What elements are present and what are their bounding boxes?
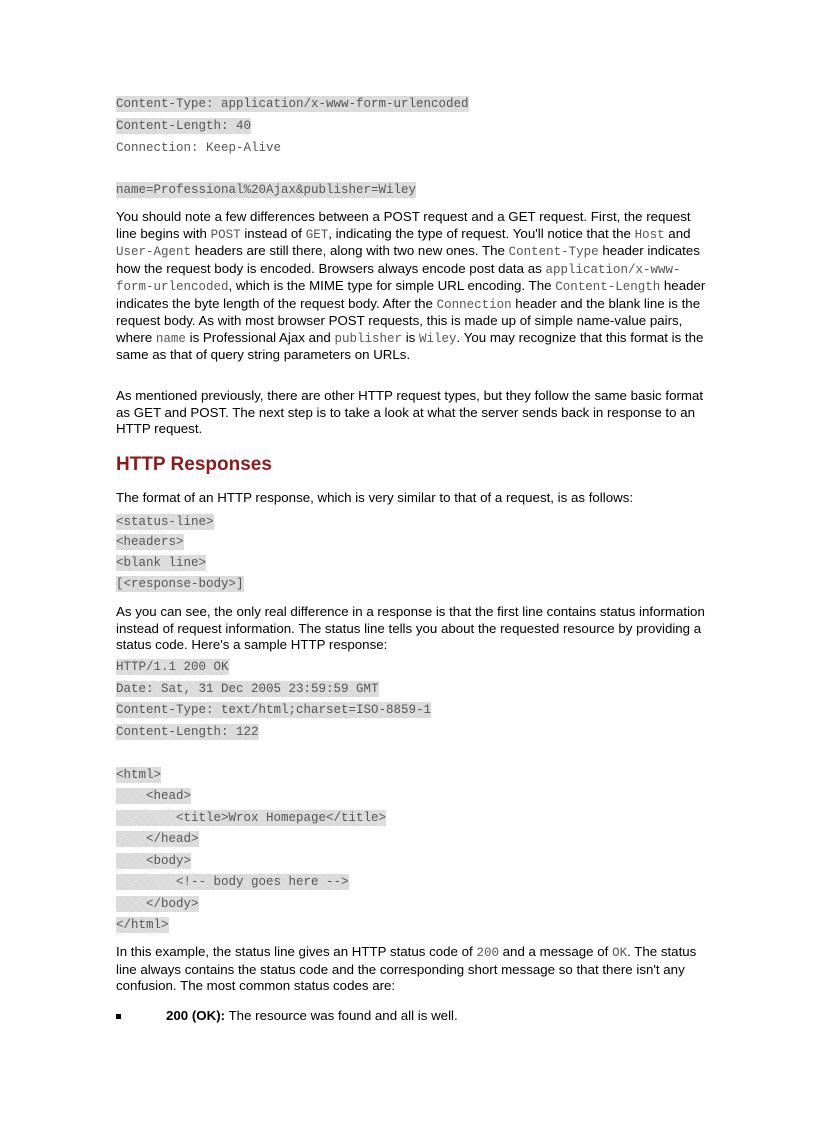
request-types-paragraph: As mentioned previously, there are other HTTP request types, but they follow the same basic format as GET and POST. The next step is to take a look at what the server sends back in response to an HTTP request. — [116, 388, 704, 436]
format-code-line: <headers> — [116, 535, 184, 549]
response-code-line: HTTP/1.1 200 OK — [116, 660, 229, 674]
bullet-icon — [116, 1014, 121, 1019]
html-code-line: </body> — [116, 897, 199, 911]
response-format-intro: The format of an HTTP response, which is very similar to that of a request, is as follows: — [116, 490, 634, 505]
request-code-line: Content-Type: application/x-www-form-urlencoded — [116, 97, 469, 111]
format-code-line: <status-line> — [116, 515, 214, 529]
html-code-line: <title>Wrox Homepage</title> — [116, 811, 387, 825]
response-code-line: Date: Sat, 31 Dec 2005 23:59:59 GMT — [116, 682, 379, 696]
request-body-code: name=Professional%20Ajax&publisher=Wiley — [116, 183, 417, 197]
status-code-label: 200 (OK): — [166, 1008, 226, 1023]
status-code-description: The resource was found and all is well. — [225, 1008, 458, 1023]
response-code-line: Content-Type: text/html;charset=ISO-8859-1 — [116, 703, 432, 717]
html-code-line: <body> — [116, 854, 192, 868]
response-difference-paragraph: As you can see, the only real difference in a response is that the first line contains status information instead of request information. The status line tells you about the requested resource by providing a status code. Here's a sample HTTP response: — [116, 604, 705, 652]
status-line-paragraph: In this example, the status line gives an HTTP status code of 200 and a message of OK. The status line always contains the status code and the corresponding short message so that there isn't any confusion. The most common status codes are: — [116, 944, 697, 993]
post-vs-get-paragraph: You should note a few differences between a POST request and a GET request. First, the request line begins with POST instead of GET, indicating the type of request. You'll notice that the Host and User-Agent headers are still there, along with two new ones. The Content-Type header indicates how the request body is encoded. Browsers always encode post data as application/x-www-form-urlencoded, which is the MIME type for simple URL encoding. The Content-Length header indicates the byte length of the request body. After the Connection header and the blank line is the request body. As with most browser POST requests, this is made up of simple name-value pairs, where name is Professional Ajax and publisher is Wiley. You may recognize that this format is the same as that of query string parameters on URLs. — [116, 209, 706, 362]
section-heading: HTTP Responses — [116, 454, 272, 475]
request-code-line: Content-Length: 40 — [116, 119, 252, 133]
format-code-line: <blank line> — [116, 556, 207, 570]
format-code-line: [<response-body>] — [116, 577, 244, 591]
html-code-line: <head> — [116, 789, 192, 803]
html-code-line: <html> — [116, 768, 162, 782]
html-code-line: <!-- body goes here --> — [116, 875, 349, 889]
html-code-line: </html> — [116, 918, 169, 932]
response-code-line: Content-Length: 122 — [116, 725, 259, 739]
request-code-line: Connection: Keep-Alive — [116, 141, 282, 155]
html-code-line: </head> — [116, 832, 199, 846]
